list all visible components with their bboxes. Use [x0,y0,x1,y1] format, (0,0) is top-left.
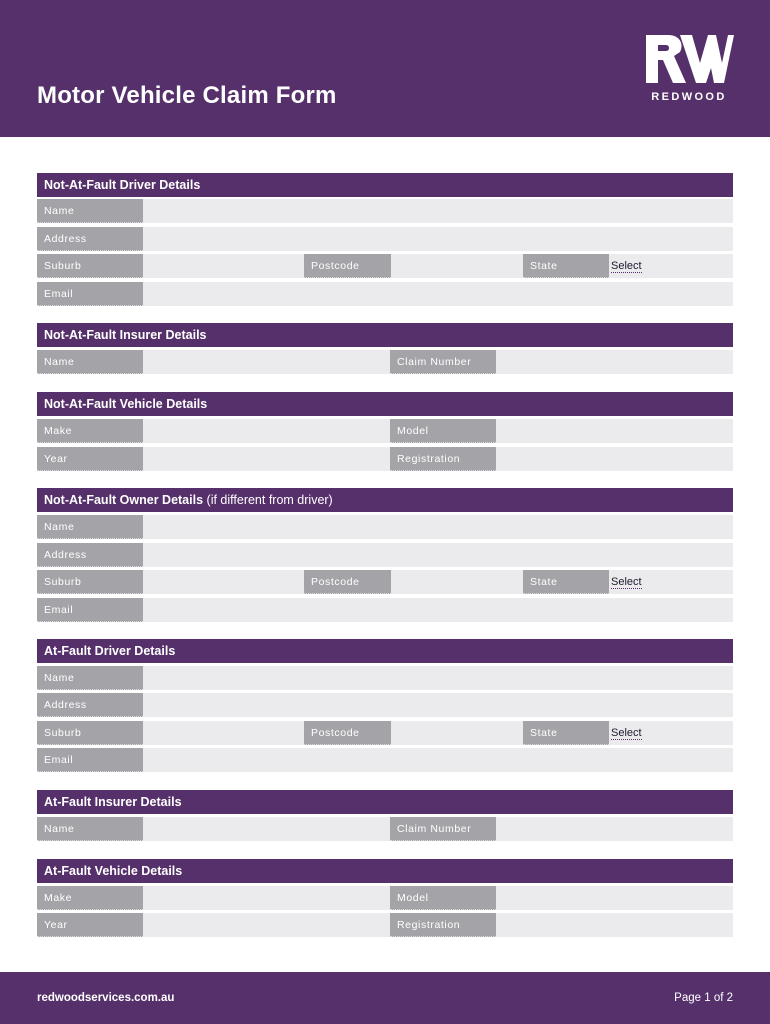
af-vehicle-year-row [37,913,733,937]
naf-driver-address-row [37,227,733,251]
af-vehicle-registration-label: Registration [390,913,496,937]
redwood-logo-icon [640,30,738,88]
af-driver-suburb-field[interactable] [143,721,302,745]
af-driver-name-field[interactable] [143,666,733,690]
naf-driver-state-label: State [523,254,609,278]
page-footer [0,972,770,1024]
naf-vehicle-make-row [37,419,733,443]
naf-vehicle-year-field[interactable] [143,447,387,471]
af-driver-address-field[interactable] [143,693,733,717]
naf-insurer-name-field[interactable] [143,350,387,374]
af-driver-name-row [37,666,733,690]
af-vehicle-make-field[interactable] [143,886,387,910]
naf-owner-suburb-label: Suburb [37,570,143,594]
naf-vehicle-registration-field[interactable] [496,447,733,471]
naf-driver-email-label: Email [37,282,143,306]
af-driver-state-select[interactable] [610,721,733,745]
naf-owner-suburb-row [37,570,733,594]
af-insurer-claim-field[interactable] [496,817,733,841]
naf-driver-suburb-label: Suburb [37,254,143,278]
af-driver-address-label: Address [37,693,143,717]
naf-driver-postcode-label: Postcode [304,254,391,278]
af-driver-address-row [37,693,733,717]
naf-insurer-name-label: Name [37,350,143,374]
naf-vehicle-make-label: Make [37,419,143,443]
naf-owner-state-label: State [523,570,609,594]
naf-owner-address-label: Address [37,543,143,567]
af-vehicle-year-field[interactable] [143,913,387,937]
naf-owner-email-row [37,598,733,622]
naf-driver-email-row [37,282,733,306]
af-driver-suburb-row [37,721,733,745]
naf-driver-name-row [37,199,733,223]
af-vehicle-year-label: Year [37,913,143,937]
naf-driver-name-label: Name [37,199,143,223]
naf-owner-name-label: Name [37,515,143,539]
section-naf-vehicle-heading: Not-At-Fault Vehicle Details [37,392,733,416]
naf-vehicle-registration-label: Registration [390,447,496,471]
naf-vehicle-make-field[interactable] [143,419,387,443]
af-vehicle-registration-field[interactable] [496,913,733,937]
naf-owner-postcode-field[interactable] [391,570,521,594]
naf-driver-state-select[interactable] [610,254,733,278]
naf-vehicle-model-label: Model [390,419,496,443]
af-driver-state-value: Select [611,727,642,739]
naf-vehicle-year-row [37,447,733,471]
naf-owner-email-label: Email [37,598,143,622]
naf-driver-suburb-field[interactable] [143,254,302,278]
af-insurer-row [37,817,733,841]
af-driver-state-label: State [523,721,609,745]
naf-owner-suburb-field[interactable] [143,570,302,594]
page-title: Motor Vehicle Claim Form [37,82,337,109]
naf-owner-postcode-label: Postcode [304,570,391,594]
af-driver-email-row [37,748,733,772]
section-naf-insurer-heading: Not-At-Fault Insurer Details [37,323,733,347]
af-vehicle-make-row [37,886,733,910]
section-af-driver-heading: At-Fault Driver Details [37,639,733,663]
footer-website-link[interactable]: redwoodservices.com.au [37,992,175,1004]
naf-vehicle-model-field[interactable] [496,419,733,443]
af-insurer-claim-label: Claim Number [390,817,496,841]
af-vehicle-model-field[interactable] [496,886,733,910]
naf-vehicle-year-label: Year [37,447,143,471]
naf-owner-heading-title: Not-At-Fault Owner Details [44,493,204,507]
naf-owner-name-field[interactable] [143,515,733,539]
af-driver-postcode-label: Postcode [304,721,391,745]
af-vehicle-model-label: Model [390,886,496,910]
naf-driver-state-value: Select [611,260,642,272]
af-driver-email-field[interactable] [143,748,733,772]
naf-driver-suburb-row [37,254,733,278]
logo-wordmark: REDWOOD [651,91,727,103]
af-driver-suburb-label: Suburb [37,721,143,745]
naf-driver-postcode-field[interactable] [391,254,521,278]
naf-owner-address-row [37,543,733,567]
naf-owner-state-select[interactable] [610,570,733,594]
naf-insurer-claim-field[interactable] [496,350,733,374]
naf-driver-address-label: Address [37,227,143,251]
naf-owner-address-field[interactable] [143,543,733,567]
naf-insurer-claim-label: Claim Number [390,350,496,374]
naf-driver-address-field[interactable] [143,227,733,251]
af-insurer-name-label: Name [37,817,143,841]
naf-owner-name-row [37,515,733,539]
af-driver-email-label: Email [37,748,143,772]
section-naf-driver-heading: Not-At-Fault Driver Details [37,173,733,197]
naf-owner-state-value: Select [611,576,642,588]
naf-owner-email-field[interactable] [143,598,733,622]
naf-insurer-row [37,350,733,374]
section-naf-owner-heading [37,488,733,512]
naf-driver-name-field[interactable] [143,199,733,223]
page-header [0,0,770,137]
redwood-logo [640,30,738,110]
naf-driver-email-field[interactable] [143,282,733,306]
af-insurer-name-field[interactable] [143,817,387,841]
naf-owner-heading-note: (if different from driver) [206,493,333,507]
af-vehicle-make-label: Make [37,886,143,910]
af-driver-postcode-field[interactable] [391,721,521,745]
af-driver-name-label: Name [37,666,143,690]
section-af-insurer-heading: At-Fault Insurer Details [37,790,733,814]
section-af-vehicle-heading: At-Fault Vehicle Details [37,859,733,883]
footer-page-number: Page 1 of 2 [674,992,733,1004]
